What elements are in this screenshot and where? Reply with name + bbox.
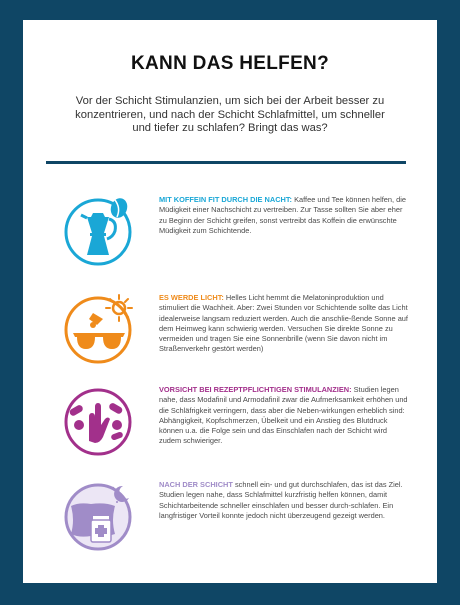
section-stimulants-label: VORSICHT BEI REZEPTPFLICHTIGEN STIMULANZIEN:: [159, 385, 352, 394]
section-sleep-label: NACH DER SCHICHT: [159, 480, 233, 489]
pillow-medicine-moon-icon: [63, 480, 137, 554]
section-coffee-label: MIT KOFFEIN FIT DURCH DIE NACHT:: [159, 195, 293, 204]
sun-sunglasses-icon: [63, 293, 137, 367]
section-coffee-body: Kaffee und Tee können helfen, die Müdigkeit einer Nachschicht zu vertreiben. Zur Tasse sollten Sie aber eher zu Beginn der Schicht greifen, sonst vertreibt das Koffein die erwünschte Müdigkeit zum Schichtende.: [159, 195, 406, 235]
section-stimulants-text: [159, 385, 409, 447]
section-light-body: Helles Licht hemmt die Melatoninproduktion und stimuliert die Wachheit. Aber: Zwei Stunden vor Schichtende sollte das Licht idealerweise langsam reduziert werden. Auch die anschlie-ßende Sonne auf dem Heimweg kann schwierig werden. Versuchen Sie direkte Sonne zu vermeiden und tragen Sie eine Sonnenbrille (wenn Sie davon nicht im Straßenverkehr gestört werden): [159, 293, 408, 354]
section-light-label: ES WERDE LICHT:: [159, 293, 224, 302]
divider: [46, 161, 406, 164]
section-stimulants-body: Studien legen nahe, dass Modafinil und Armodafinil zwar die Aufmerksamkeit erhöhen und die Schläfrigkeit verringern, dass aber die Neben-wirkungen erheblich sind: Abhängigkeit, Kopfschmerzen, Übelkeit und ein Anstieg des Blutdruck können u.a. die Folge sein und das Einschlafen nach der Schicht wird zudem schwieriger.: [159, 385, 408, 446]
coffee-pot-icon: [63, 195, 137, 269]
pills-stop-hand-icon: [63, 385, 137, 459]
intro-text: Vor der Schicht Stimulanzien, um sich bei der Arbeit besser zu konzentrieren, und nach der Schicht Schlafmittel, um schneller und tiefer zu schlafen? Bringt das was?: [75, 95, 385, 135]
section-coffee-text: [159, 195, 409, 236]
page-title: KANN DAS HELFEN?: [131, 53, 329, 74]
section-light-text: [159, 293, 409, 355]
section-sleep-body: schnell ein- und gut durchschlafen, das ist das Ziel. Studien legen nahe, dass Schlafmittel kurzfristig helfen können, damit Schichtarbeitende schneller einschlafen und besser durch-schlafen. Ein langfristiger Vorteil konnte jedoch nicht überzeugend gezeigt werden.: [159, 480, 403, 520]
section-sleep-text: [159, 480, 409, 521]
page: [23, 20, 437, 583]
